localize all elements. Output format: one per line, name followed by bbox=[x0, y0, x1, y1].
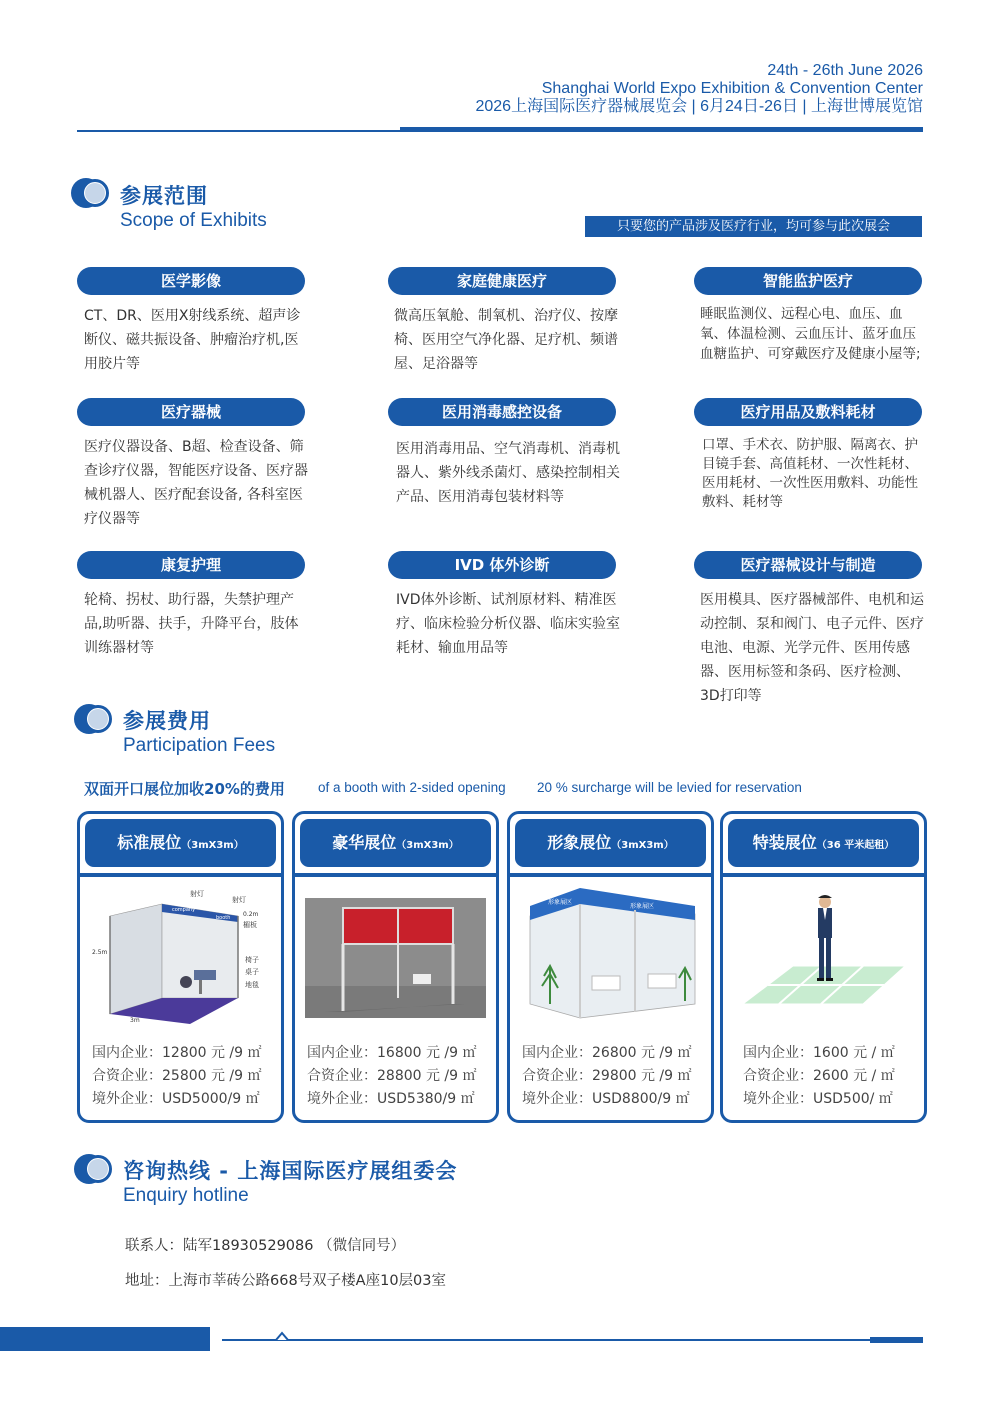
category-title: 医疗器械设计与制造 bbox=[694, 551, 922, 579]
booth-title: 特装展位 bbox=[752, 833, 817, 852]
section-bullet-icon bbox=[74, 1154, 112, 1184]
booth-card-standard bbox=[77, 811, 284, 1123]
header-rule-accent bbox=[400, 127, 923, 132]
category-title: 家庭健康医疗 bbox=[388, 267, 616, 295]
booth-card-custom bbox=[720, 811, 927, 1123]
enquiry-subtitle: Enquiry hotline bbox=[123, 1185, 249, 1206]
luxury-booth-illustration bbox=[305, 886, 486, 1026]
svg-text:2.5m: 2.5m bbox=[92, 949, 108, 956]
price-foreign: 境外企业：USD8800/9 ㎡ bbox=[522, 1091, 690, 1107]
booth-card-header bbox=[85, 819, 276, 867]
booth-card-header bbox=[300, 819, 491, 867]
booth-title: 豪华展位 bbox=[332, 833, 397, 852]
contact-person: 联系人：陆军18930529086 （微信同号） bbox=[125, 1238, 406, 1254]
footer-line bbox=[222, 1339, 923, 1341]
svg-text:booth: booth bbox=[216, 915, 231, 921]
svg-text:射灯: 射灯 bbox=[232, 896, 246, 904]
svg-text:形象展区: 形象展区 bbox=[630, 903, 655, 910]
category-title: 医疗器械 bbox=[77, 398, 305, 426]
booth-size: （36 平米起租） bbox=[816, 840, 895, 851]
fees-subtitle: Participation Fees bbox=[123, 735, 276, 756]
section-bullet-icon bbox=[71, 178, 109, 208]
svg-text:桌子: 桌子 bbox=[245, 968, 259, 976]
surcharge-cn: 双面开口展位加收20%的费用 bbox=[84, 780, 285, 798]
category-title: 智能监护医疗 bbox=[694, 267, 922, 295]
surcharge-en-1: of a booth with 2-sided opening bbox=[318, 780, 506, 795]
surcharge-en-2: 20 % surcharge will be levied for reservation bbox=[537, 780, 802, 795]
price-joint-venture: 合资企业：25800 元 /9 ㎡ bbox=[92, 1068, 262, 1084]
price-joint-venture: 合资企业：2600 元 / ㎡ bbox=[743, 1068, 895, 1084]
category-title: IVD 体外诊断 bbox=[388, 551, 616, 579]
booth-size: （3mX3m） bbox=[181, 840, 244, 851]
price-joint-venture: 合资企业：28800 元 /9 ㎡ bbox=[307, 1068, 477, 1084]
header-event-cn: 2026上海国际医疗器械展览会 | 6月24日-26日 | 上海世博展览馆 bbox=[475, 98, 923, 115]
price-foreign: 境外企业：USD5380/9 ㎡ bbox=[307, 1091, 475, 1107]
booth-title: 形象展位 bbox=[547, 833, 612, 852]
category-text: 医用模具、医疗器械部件、电机和运动控制、泵和阀门、电子元件、医疗电池、电源、光学元件、医用传感器、医用标签和条码、医疗检测、3D打印等 bbox=[700, 592, 924, 704]
svg-text:射灯: 射灯 bbox=[190, 890, 204, 898]
category-title: 康复护理 bbox=[77, 551, 305, 579]
category-text: 医用消毒用品、空气消毒机、消毒机器人、紫外线杀菌灯、感染控制相关产品、医用消毒包装材料等 bbox=[396, 441, 620, 505]
custom-booth-illustration bbox=[733, 886, 914, 1026]
scope-subtitle: Scope of Exhibits bbox=[120, 210, 267, 231]
booth-title: 标准展位 bbox=[117, 833, 182, 852]
category-title: 医学影像 bbox=[77, 267, 305, 295]
price-joint-venture: 合资企业：29800 元 /9 ㎡ bbox=[522, 1068, 692, 1084]
footer-bar bbox=[0, 1327, 210, 1351]
enquiry-title: 咨询热线 - 上海国际医疗展组委会 bbox=[123, 1159, 458, 1183]
svg-text:形象展区: 形象展区 bbox=[548, 899, 573, 906]
category-text: IVD体外诊断、试剂原材料、精准医疗、临床检验分析仪器、临床实验室耗材、输血用品等 bbox=[396, 592, 620, 656]
price-domestic: 国内企业：16800 元 /9 ㎡ bbox=[307, 1045, 477, 1061]
booth-card-header bbox=[728, 819, 919, 867]
category-text: CT、DR、医用X射线系统、超声诊断仪、磁共振设备、肿瘤治疗机,医用胶片等 bbox=[84, 308, 301, 372]
booth-card-header bbox=[515, 819, 706, 867]
fees-title: 参展费用 bbox=[123, 709, 211, 733]
price-domestic: 国内企业：26800 元 /9 ㎡ bbox=[522, 1045, 692, 1061]
footer-wave-icon bbox=[268, 1331, 296, 1345]
price-foreign: 境外企业：USD500/ ㎡ bbox=[743, 1091, 893, 1107]
scope-banner: 只要您的产品涉及医疗行业，均可参与此次展会 bbox=[585, 216, 922, 237]
category-text: 口罩、手术衣、防护服、隔离衣、护目镜手套、高值耗材、一次性耗材、医用耗材、一次性医用敷料、功能性敷料、耗材等 bbox=[702, 437, 918, 510]
contact-address: 地址：上海市莘砖公路668号双子楼A座10层03室 bbox=[125, 1273, 446, 1289]
header-venue-en: Shanghai World Expo Exhibition & Convention Center bbox=[541, 80, 923, 97]
price-domestic: 国内企业：1600 元 / ㎡ bbox=[743, 1045, 895, 1061]
booth-card-image bbox=[507, 811, 714, 1123]
footer-line-accent bbox=[870, 1337, 923, 1343]
category-title: 医疗用品及敷料耗材 bbox=[694, 398, 922, 426]
booth-size: （3mX3m） bbox=[611, 840, 674, 851]
svg-text:地毯: 地毯 bbox=[245, 981, 259, 989]
price-foreign: 境外企业：USD5000/9 ㎡ bbox=[92, 1091, 260, 1107]
category-title: 医用消毒感控设备 bbox=[388, 398, 616, 426]
svg-text:company: company bbox=[172, 907, 196, 913]
booth-size: （3mX3m） bbox=[396, 840, 459, 851]
svg-text:楣板: 楣板 bbox=[243, 921, 257, 929]
header-dates: 24th - 26th June 2026 bbox=[767, 62, 923, 79]
svg-text:椅子: 椅子 bbox=[245, 956, 259, 964]
scope-title: 参展范围 bbox=[120, 184, 208, 208]
svg-text:3m: 3m bbox=[130, 1017, 140, 1024]
category-text: 医疗仪器设备、B超、检查设备、筛查诊疗仪器，智能医疗设备、医疗器械机器人、医疗配套设备, 各科室医疗仪器等 bbox=[84, 439, 308, 527]
category-text: 轮椅、拐杖、助行器，失禁护理产品,助听器、扶手，升降平台，肢体训练器材等 bbox=[84, 592, 299, 656]
standard-booth-illustration bbox=[90, 886, 271, 1026]
image-booth-illustration bbox=[520, 886, 701, 1026]
svg-text:0.2m: 0.2m bbox=[243, 911, 259, 918]
booth-card-luxury bbox=[292, 811, 499, 1123]
price-domestic: 国内企业：12800 元 /9 ㎡ bbox=[92, 1045, 262, 1061]
category-text: 睡眠监测仪、远程心电、血压、血氧、体温检测、云血压计、蓝牙血压血糖监护、可穿戴医疗及健康小屋等; bbox=[700, 306, 921, 362]
section-bullet-icon bbox=[74, 704, 112, 734]
category-text: 微高压氧舱、制氧机、治疗仪、按摩椅、医用空气净化器、足疗机、频谱屋、足浴器等 bbox=[394, 308, 618, 372]
